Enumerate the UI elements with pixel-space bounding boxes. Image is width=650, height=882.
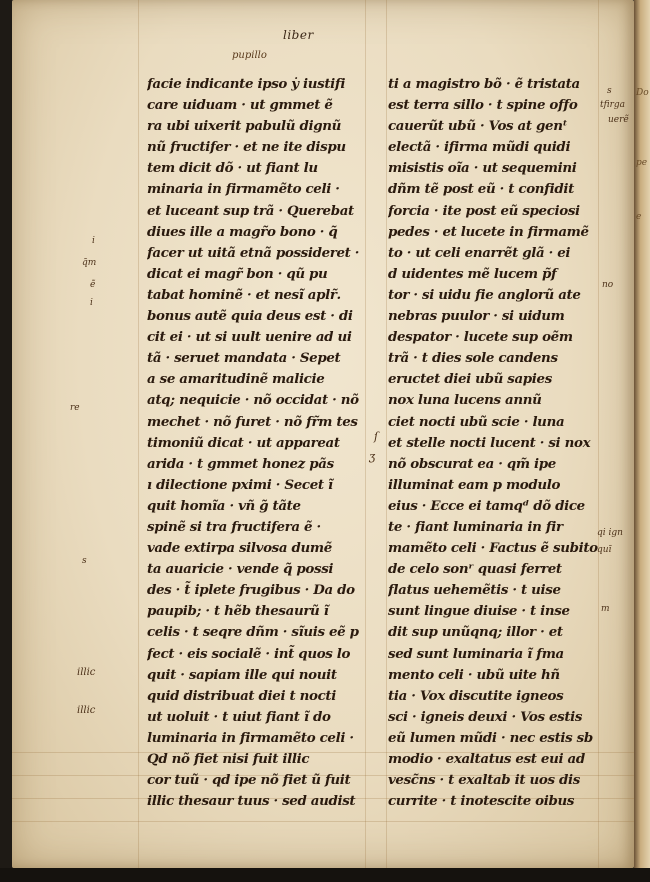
text-line: nox luna lucens annũ xyxy=(388,392,542,409)
text-line: quit homĩa · vñ g̃ tãte xyxy=(147,497,301,514)
text-line: facie indicante ipso ẏ iustifi xyxy=(147,76,346,92)
edge-mark: pe xyxy=(636,158,648,168)
text-line: bonus autẽ quia deus est · di xyxy=(147,308,353,325)
text-line: mamẽto celi · Factus ẽ subito xyxy=(388,540,598,557)
text-line: vesc̃ns · t exaltab it uos dis xyxy=(388,772,580,789)
next-page-edge xyxy=(634,0,650,868)
text-line: currite · t inotescite oibus xyxy=(388,793,575,810)
text-line: nebras puulor · si uidum xyxy=(388,308,565,325)
edge-mark: Do xyxy=(636,88,649,98)
text-line: tã · seruet mandata · Sepet xyxy=(147,350,341,367)
running-head: liber xyxy=(283,28,314,42)
margin-note: illic xyxy=(77,705,96,716)
viewer-bottom-bar xyxy=(0,868,650,882)
margin-note: q̃m xyxy=(82,258,97,268)
text-line: ciet nocti ubũ scie · luna xyxy=(388,413,565,430)
margin-note: illic xyxy=(77,667,96,678)
text-line: eũ lumen mũdi · nec estis sb xyxy=(388,729,593,746)
text-line: sunt lingue diuise · t inse xyxy=(388,603,570,620)
text-line: tem dicit dõ · ut fiant lu xyxy=(147,160,318,177)
margin-note: s xyxy=(82,556,87,566)
text-line: pedes · et lucete in firmamẽ xyxy=(388,223,589,240)
text-line: cit ei · ut si uult uenire ad ui xyxy=(147,329,352,346)
text-line: ta auaricie · vende q̃ possi xyxy=(147,561,334,578)
text-line: d uidentes mẽ lucem p̃f xyxy=(388,265,557,282)
gutter-mark: ʒ xyxy=(369,450,376,463)
text-line: misistis oĩa · ut sequemini xyxy=(388,160,577,177)
interlinear-gloss: pupillo xyxy=(232,50,267,61)
text-line: ra ubi uixerit pabulũ dignũ xyxy=(147,118,342,135)
text-line: a se amaritudinẽ malicie xyxy=(147,371,325,388)
text-line: et luceant sup trã · Querebat xyxy=(147,202,354,219)
text-line: ı dilectione pximi · Secet ĩ xyxy=(147,476,333,493)
text-line: luminaria in firmamẽto celi · xyxy=(147,729,354,746)
text-line: to · ut celi enarrẽt glã · ei xyxy=(388,244,571,261)
text-line: est terra sillo · t spine offo xyxy=(388,97,578,114)
text-line: electã · ifirma mũdi quidi xyxy=(388,139,571,156)
margin-note: uerẽ xyxy=(608,115,629,125)
text-column-right xyxy=(388,74,598,812)
text-line: ti a magistro bõ · ẽ tristata xyxy=(388,76,580,92)
text-line: tia · Vox discutite igneos xyxy=(388,687,564,704)
text-line: spinẽ si tra fructifera ẽ · xyxy=(147,518,321,535)
margin-note: s xyxy=(607,86,612,96)
text-line: facer ut uitã etnã possideret · xyxy=(147,244,360,261)
margin-note: re xyxy=(70,403,80,413)
text-line: de celo sonʳ quasi ferret xyxy=(388,561,562,578)
text-line: paupib; · t hẽb thesaurũ ĩ xyxy=(147,603,329,620)
text-column-left xyxy=(147,74,365,812)
ruling-line xyxy=(598,0,599,868)
margin-note: i xyxy=(90,298,93,308)
text-line: illuminat eam p modulo xyxy=(388,476,561,493)
text-line: fect · eis socialẽ · int̃ quos lo xyxy=(147,645,351,662)
text-line: illic thesaur tuus · sed audist xyxy=(147,793,356,810)
text-line: ut uoluit · t uiut fiant ĩ do xyxy=(147,708,331,725)
text-line: tor · si uidu fie anglorũ ate xyxy=(388,286,581,303)
text-line: minaria in firmamẽto celi · xyxy=(147,181,340,198)
edge-mark: e xyxy=(636,212,642,222)
text-line: eructet diei ubũ sapies xyxy=(388,371,552,388)
text-line: eius · Ecce ei tamqᵈ dõ dice xyxy=(388,497,585,514)
text-line: quid distribuat diei t nocti xyxy=(147,687,337,704)
gutter-mark: ſ xyxy=(374,430,379,443)
text-line: trã · t dies sole candens xyxy=(388,350,558,367)
text-line: celis · t seqre dñm · sĩuis eẽ p xyxy=(147,624,359,641)
text-line: diues ille a magr̃o bono · q̃ xyxy=(147,223,338,240)
text-line: nõ obscurat ea · qm̃ ipe xyxy=(388,455,556,472)
text-line: cor tuũ · qd ipe nõ fiet ũ fuit xyxy=(147,772,351,789)
text-line: sed sunt luminaria ĩ fma xyxy=(388,645,564,662)
text-line: flatus uehemẽtis · t uise xyxy=(388,582,561,599)
text-line: tabat hominẽ · et nesĩ aplr̃. xyxy=(147,286,341,303)
text-line: arida · t gmmet honez pãs xyxy=(147,455,334,472)
text-line: care uiduam · ut gmmet ẽ xyxy=(147,97,333,114)
margin-note: quī xyxy=(597,545,612,555)
text-line: et stelle nocti lucent · si nox xyxy=(388,434,591,451)
text-line: despator · lucete sup oẽm xyxy=(388,329,573,346)
text-line: mento celi · ubũ uite hñ xyxy=(388,666,560,683)
text-line: nũ fructifer · et ne ite dispu xyxy=(147,139,346,156)
text-line: sci · igneis deuxi · Vos estis xyxy=(388,708,583,725)
margin-note: m xyxy=(601,604,610,614)
text-line: te · fiant luminaria in fir xyxy=(388,518,563,535)
text-line: quit · sapiam ille qui nouit xyxy=(147,666,337,683)
ruling-line xyxy=(138,0,139,868)
text-line: dit sup unũqnq; illor · et xyxy=(388,624,563,641)
text-line: cauerũt ubũ · Vos at genᵗ xyxy=(388,118,568,135)
margin-note: qi ign xyxy=(597,528,623,538)
margin-note: i xyxy=(92,236,95,246)
text-line: forcia · ite post eũ speciosi xyxy=(388,202,580,219)
text-line: des · t̃ iplete frugibus · Da do xyxy=(147,582,355,599)
text-line: timoniũ dicat · ut appareat xyxy=(147,434,340,451)
ruling-line xyxy=(386,0,387,868)
ruling-line xyxy=(365,0,366,868)
text-line: modio · exaltatus est eui ad xyxy=(388,751,585,767)
text-line: dicat ei magr̃ bon · qũ pu xyxy=(147,265,328,282)
text-line: dñm tẽ post eũ · t confidit xyxy=(388,181,574,198)
text-line: mechet · nõ furet · nõ fr̃m tes xyxy=(147,413,358,430)
margin-note: ẽ xyxy=(90,280,96,290)
text-line: atq; nequicie · nõ occidat · nõ xyxy=(147,392,359,409)
ruling-line xyxy=(12,821,634,822)
text-line: vade extirpa silvosa dumẽ xyxy=(147,540,332,557)
margin-note: tfirga xyxy=(600,100,626,110)
text-line: Qd nõ fiet nisi fuit illic xyxy=(147,751,310,767)
margin-note: no xyxy=(602,280,614,290)
